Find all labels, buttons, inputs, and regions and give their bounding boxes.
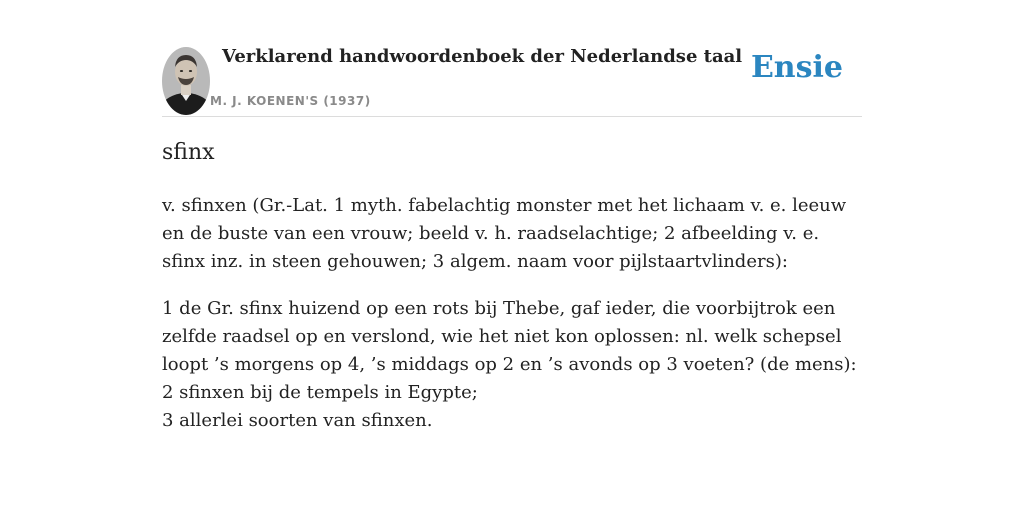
entry-definition: v. sfinxen (Gr.-Lat. 1 myth. fabelachtig monster met het lichaam v. e. leeuw en de buste van een vrouw; beeld v. h. raadselachtige; 2 afbeelding v. e. sfinx inz. in steen gehouwen; 3 algem. naam voor pijlstaartvlinders): <box>162 195 847 272</box>
ensie-logo[interactable]: Ensie <box>750 50 843 85</box>
example-item: 2 sfinxen bij de tempels in Egypte; <box>162 382 478 403</box>
page-container <box>162 0 862 431</box>
entry-examples <box>162 295 862 435</box>
header <box>162 0 862 117</box>
entry-headword: sfinx <box>162 140 215 165</box>
author-portrait <box>162 47 210 115</box>
example-item: 3 allerlei soorten van sfinxen. <box>162 410 433 431</box>
book-title[interactable]: Verklarend handwoordenboek der Nederlandse taal <box>222 46 743 67</box>
example-item: 1 de Gr. sfinx huizend op een rots bij Thebe, gaf ieder, die voorbijtrok een zelfde raadsel op en verslond, wie het niet kon oplossen: nl. welk schepsel loopt ’s morgens op 4, ’s middags op 2 en ’s avonds op 3 voeten? (de mens): <box>162 298 857 375</box>
book-author: M. J. KOENEN'S (1937) <box>210 94 371 108</box>
